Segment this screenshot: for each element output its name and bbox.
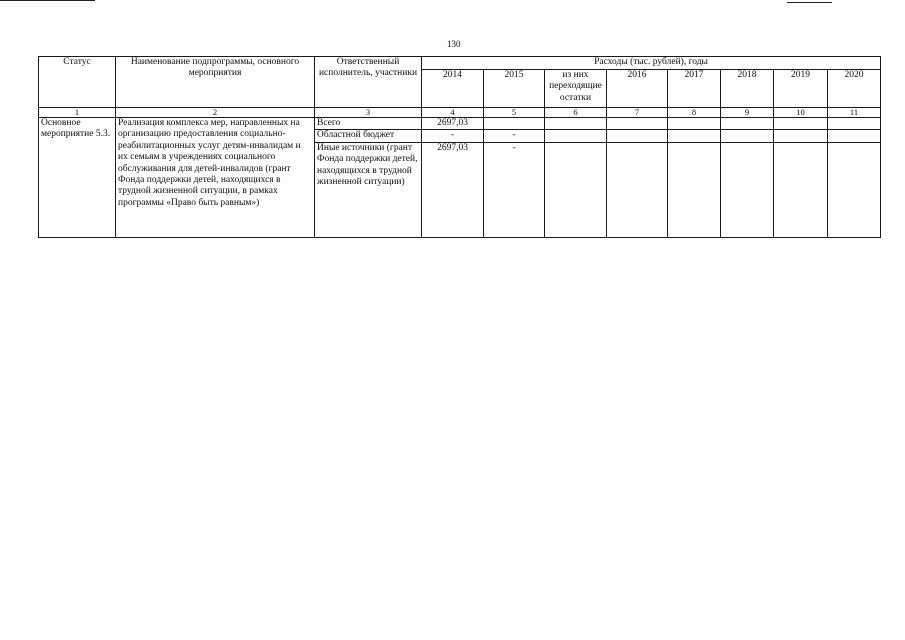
- header-row-top: [39, 57, 881, 70]
- funding-row-total: [39, 118, 881, 130]
- scan-mark-top-left: [0, 0, 95, 1]
- value-cell: [668, 130, 721, 142]
- value-cell: [668, 142, 721, 237]
- value-cell: [774, 142, 828, 237]
- column-number: 10: [774, 108, 828, 118]
- value-cell: -: [484, 142, 545, 237]
- header-status: Статус: [39, 57, 116, 108]
- column-number: 3: [315, 108, 422, 118]
- value-cell: [668, 118, 721, 130]
- header-year-2014: 2014: [422, 70, 484, 108]
- value-cell: [721, 130, 774, 142]
- page-number: 130: [447, 39, 461, 49]
- value-cell: [484, 118, 545, 130]
- value-cell: [721, 118, 774, 130]
- value-cell: [721, 142, 774, 237]
- value-cell: [774, 118, 828, 130]
- value-cell: 2697,03: [422, 118, 484, 130]
- column-number: 8: [668, 108, 721, 118]
- value-cell: -: [484, 130, 545, 142]
- column-number-row: [39, 108, 881, 118]
- funding-source: Иные источники (грант Фонда поддержки детей, находящихся в трудной жизненной ситуации): [315, 142, 422, 237]
- value-cell: [607, 118, 668, 130]
- header-year-2015: 2015: [484, 70, 545, 108]
- funding-source: Всего: [315, 118, 422, 130]
- column-number: 5: [484, 108, 545, 118]
- value-cell: [545, 118, 607, 130]
- activity-name: Реализация комплекса мер, направленных на организацию предоставления социально-реабилитационных услуг детям-инвалидам и их семьям в учреждениях социального обслуживания для детей-инвалидов (грант Фонда поддержки детей, находящихся в трудной жизненной ситуации, в рамках программы «Право быть равным»): [116, 118, 315, 238]
- header-carryover: из них переходящие остатки: [545, 70, 607, 108]
- budget-table: [38, 56, 881, 238]
- value-cell: [607, 130, 668, 142]
- funding-source: Областной бюджет: [315, 130, 422, 142]
- column-number: 4: [422, 108, 484, 118]
- header-year-2020: 2020: [828, 70, 881, 108]
- value-cell: [607, 142, 668, 237]
- column-number: 2: [116, 108, 315, 118]
- header-year-2017: 2017: [668, 70, 721, 108]
- header-year-2019: 2019: [774, 70, 828, 108]
- column-number: 1: [39, 108, 116, 118]
- scan-mark-top-right: [787, 2, 832, 3]
- value-cell: 2697,03: [422, 142, 484, 237]
- value-cell: [828, 130, 881, 142]
- value-cell: [774, 130, 828, 142]
- value-cell: [545, 130, 607, 142]
- value-cell: [828, 118, 881, 130]
- column-number: 7: [607, 108, 668, 118]
- column-number: 11: [828, 108, 881, 118]
- value-cell: [828, 142, 881, 237]
- value-cell: [545, 142, 607, 237]
- column-number: 6: [545, 108, 607, 118]
- header-year-2018: 2018: [721, 70, 774, 108]
- value-cell: -: [422, 130, 484, 142]
- header-executor: Ответственный исполнитель, участники: [315, 57, 422, 108]
- column-number: 9: [721, 108, 774, 118]
- header-name: Наименование подпрограммы, основного мероприятия: [116, 57, 315, 108]
- header-expenses: Расходы (тыс. рублей), годы: [422, 57, 881, 70]
- header-year-2016: 2016: [607, 70, 668, 108]
- activity-status: Основное мероприятие 5.3.: [39, 118, 116, 238]
